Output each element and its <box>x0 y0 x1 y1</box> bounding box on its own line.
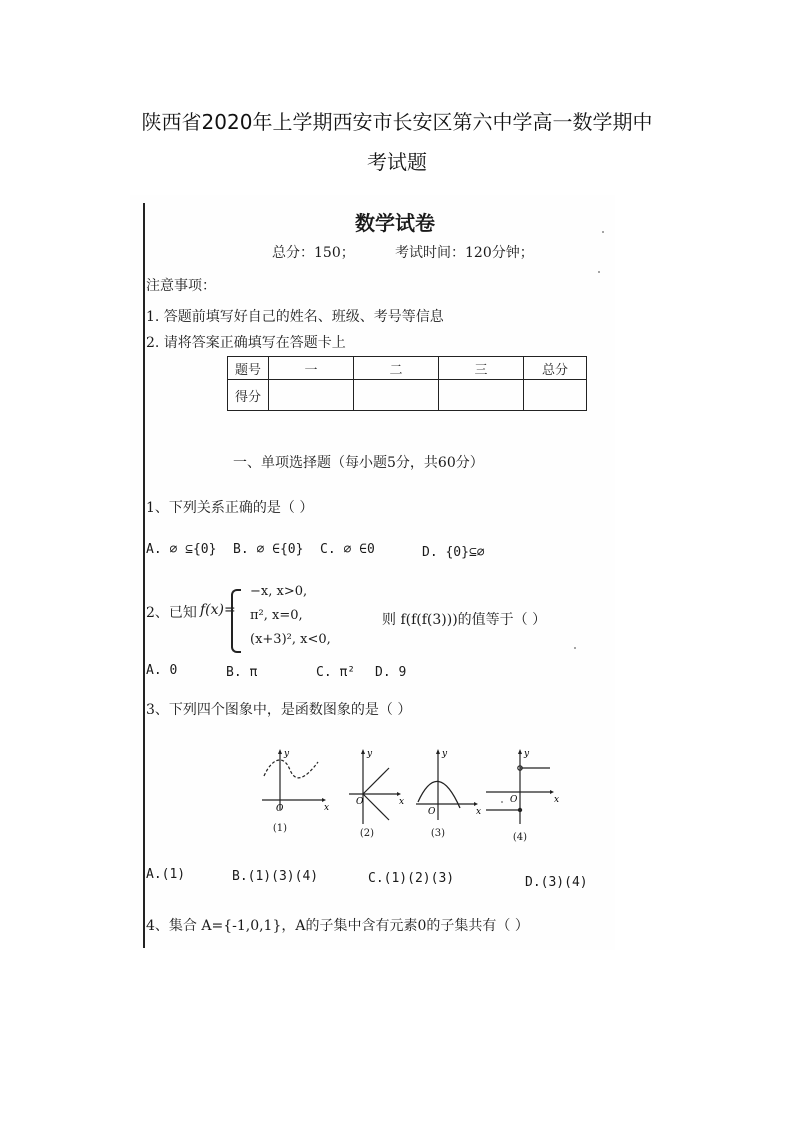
score-cell <box>354 380 439 411</box>
q1-option-c: C. ∅ ∈0 <box>320 542 375 557</box>
q1-option-a: A. ∅ ⊆{0} <box>146 542 217 557</box>
score-cell <box>269 380 354 411</box>
graph-1-label: (1) <box>272 823 288 834</box>
question-4-stem: 4、集合 A={-1,0,1}，A的子集中含有元素0的子集共有（ ） <box>146 918 529 934</box>
q1-option-b: B. ∅ ∈{0} <box>233 542 304 557</box>
graph-2-v-lines-icon <box>345 748 405 828</box>
q3-option-d: D.(3)(4) <box>525 875 588 890</box>
graph-4-label: (4) <box>512 832 528 843</box>
exam-title: 数学试卷 <box>355 211 435 235</box>
svg-text:x: x <box>476 807 482 817</box>
svg-text:O: O <box>428 807 436 817</box>
score-table-header-cell: 一 <box>269 357 354 380</box>
score-cell <box>524 380 587 411</box>
piecewise-case-2: π², x=0, <box>250 608 303 623</box>
graph-4-step-icon <box>482 748 562 828</box>
svg-text:x: x <box>324 803 330 813</box>
svg-text:y: y <box>367 749 373 759</box>
piecewise-brace <box>231 589 241 653</box>
svg-text:y: y <box>442 749 448 759</box>
document-title-line2: 考试题 <box>367 150 427 174</box>
graph-3-parabola-icon <box>412 748 482 823</box>
page-left-border <box>143 203 145 948</box>
q3-option-c: C.(1)(2)(3) <box>368 871 455 886</box>
q3-option-a: A.(1) <box>146 867 186 882</box>
svg-text:O: O <box>276 804 284 814</box>
exam-time-label: 考试时间：120分钟； <box>395 245 534 261</box>
piecewise-case-1: −x, x>0, <box>250 584 308 599</box>
score-cell <box>439 380 524 411</box>
svg-text:y: y <box>284 749 290 759</box>
svg-text:O: O <box>356 797 364 807</box>
score-table-row-label: 得分 <box>228 380 269 411</box>
question-2-prefix: 2、已知 <box>146 605 197 621</box>
q3-option-b: B.(1)(3)(4) <box>232 869 319 884</box>
score-table-header-cell: 题号 <box>228 357 269 380</box>
question-2-ask: 则 f(f(f(3)))的值等于（ ） <box>382 612 547 628</box>
q2-option-a: A. 0 <box>146 663 178 678</box>
notes-heading: 注意事项： <box>146 278 216 294</box>
score-table <box>227 356 587 411</box>
graph-3-label: (3) <box>430 828 446 839</box>
question-2-function: f(x)= <box>200 602 236 618</box>
svg-text:x: x <box>399 797 405 807</box>
document-title-line1: 陕西省2020年上学期西安市长安区第六中学高一数学期中 <box>141 110 653 134</box>
q2-option-d: D. 9 <box>375 665 407 680</box>
score-table-header-cell: 三 <box>439 357 524 380</box>
section-heading: 一、单项选择题（每小题5分，共60分） <box>233 455 484 471</box>
scan-speck <box>598 271 600 273</box>
notes-item-1: 1. 答题前填写好自己的姓名、班级、考号等信息 <box>146 309 444 325</box>
total-score-label: 总分：150； <box>272 245 355 261</box>
q2-option-c: C. π² <box>316 665 356 680</box>
question-3-stem: 3、下列四个图象中，是函数图象的是（ ） <box>146 702 412 718</box>
q1-option-d: D. {0}⊆∅ <box>422 545 485 560</box>
scan-speck <box>501 801 503 803</box>
svg-text:x: x <box>554 795 560 805</box>
scanned-exam-page <box>130 195 615 950</box>
question-1-stem: 1、下列关系正确的是（ ） <box>146 500 314 516</box>
piecewise-case-3: (x+3)², x<0, <box>250 632 331 647</box>
notes-item-2: 2. 请将答案正确填写在答题卡上 <box>146 335 346 351</box>
svg-text:y: y <box>524 749 530 759</box>
score-table-header-cell: 总分 <box>524 357 587 380</box>
graph-1-wave-icon <box>258 748 328 813</box>
graph-2-label: (2) <box>359 828 375 839</box>
svg-text:O: O <box>510 795 518 805</box>
scan-speck <box>602 231 604 233</box>
score-table-header-cell: 二 <box>354 357 439 380</box>
scan-speck <box>574 647 576 649</box>
q2-option-b: B. π <box>226 665 258 680</box>
